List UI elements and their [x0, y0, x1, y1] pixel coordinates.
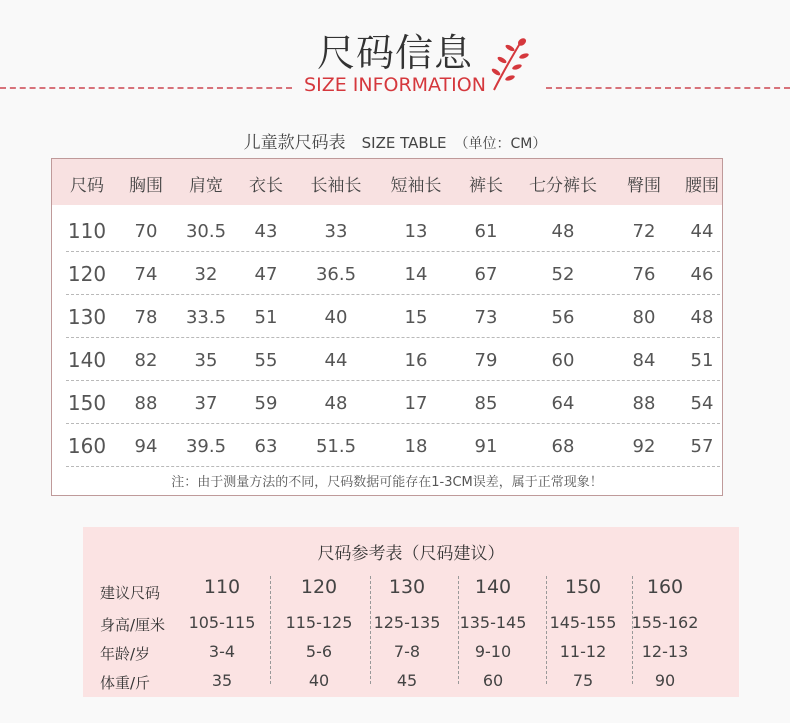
reference-cell: 75 [572, 671, 594, 690]
reference-cell: 105-115 [188, 613, 256, 632]
table-cell: 94 [134, 436, 158, 457]
size-reference-table [83, 527, 739, 697]
reference-cell: 140 [474, 576, 512, 598]
size-table-note: 注：由于测量方法的不同，尺码数据可能存在1-3CM误差，属于正常现象！ [171, 475, 603, 490]
reference-cell: 60 [482, 671, 504, 690]
table-cell: 33 [324, 221, 348, 242]
column-header: 臀围 [627, 176, 661, 196]
table-row [52, 295, 722, 338]
table-cell: 60 [551, 350, 575, 371]
column-header: 腰围 [685, 176, 719, 196]
table-cell: 160 [67, 434, 107, 458]
table-cell: 110 [67, 219, 107, 243]
page-title: 尺码信息 [316, 31, 473, 75]
table-cell: 13 [404, 221, 428, 242]
table-cell: 74 [134, 264, 158, 285]
table-cell: 37 [194, 393, 218, 414]
reference-cell: 3-4 [208, 642, 236, 661]
table-cell: 84 [632, 350, 656, 371]
table-cell: 92 [632, 436, 656, 457]
reference-cell: 135-145 [459, 613, 527, 632]
reference-cell: 155-162 [631, 613, 699, 632]
table-row [52, 381, 722, 424]
table-cell: 44 [324, 350, 348, 371]
table-cell: 70 [134, 221, 158, 242]
reference-cell: 125-135 [373, 613, 441, 632]
table-cell: 67 [474, 264, 498, 285]
table-cell: 30.5 [185, 221, 227, 242]
table-cell: 35 [194, 350, 218, 371]
reference-cell: 40 [308, 671, 330, 690]
column-header: 胸围 [129, 176, 163, 196]
table-cell: 76 [632, 264, 656, 285]
table-cell: 78 [134, 307, 158, 328]
column-header: 肩宽 [189, 176, 223, 196]
reference-cell: 35 [211, 671, 233, 690]
table-cell: 40 [324, 307, 348, 328]
table-cell: 48 [690, 307, 714, 328]
reference-row-label: 建议尺码 [100, 584, 161, 602]
reference-cell: 9-10 [474, 642, 512, 661]
table-cell: 140 [67, 348, 107, 372]
reference-cell: 11-12 [559, 642, 607, 661]
table-cell: 14 [404, 264, 428, 285]
table-cell: 55 [254, 350, 278, 371]
table-cell: 72 [632, 221, 656, 242]
table-cell: 56 [551, 307, 575, 328]
table-row [52, 424, 722, 467]
table-cell: 80 [632, 307, 656, 328]
reference-row-label: 年龄/岁 [100, 645, 151, 663]
column-header: 短袖长 [390, 176, 442, 196]
column-header: 裤长 [469, 176, 503, 196]
reference-cell: 12-13 [641, 642, 689, 661]
table-cell: 16 [404, 350, 428, 371]
reference-cell: 160 [646, 576, 684, 598]
table-cell: 48 [551, 221, 575, 242]
table-cell: 18 [404, 436, 428, 457]
reference-row-label: 身高/厘米 [100, 616, 166, 634]
table-row [52, 252, 722, 295]
table-cell: 51 [254, 307, 278, 328]
page-subtitle-en: SIZE INFORMATION [304, 74, 486, 96]
table-cell: 44 [690, 221, 714, 242]
reference-title: 尺码参考表（尺码建议） [317, 544, 505, 564]
table-cell: 43 [254, 221, 278, 242]
table-cell: 85 [474, 393, 498, 414]
table-cell: 47 [254, 264, 278, 285]
size-table-header [52, 159, 722, 205]
table-cell: 130 [67, 305, 107, 329]
reference-cell: 110 [203, 576, 241, 598]
reference-row-label: 体重/斤 [100, 674, 151, 692]
table-cell: 48 [324, 393, 348, 414]
table-cell: 120 [67, 262, 107, 286]
table-cell: 63 [254, 436, 278, 457]
table-cell: 57 [690, 436, 714, 457]
size-table [51, 158, 723, 496]
reference-cell: 5-6 [305, 642, 333, 661]
column-header: 七分裤长 [529, 176, 597, 196]
table-cell: 54 [690, 393, 714, 414]
column-header: 尺码 [70, 176, 104, 196]
table-cell: 51.5 [315, 436, 357, 457]
table-cell: 51 [690, 350, 714, 371]
row-divider [66, 466, 720, 467]
table-cell: 17 [404, 393, 428, 414]
table-cell: 73 [474, 307, 498, 328]
table-cell: 36.5 [315, 264, 357, 285]
table-cell: 33.5 [185, 307, 227, 328]
leaf-branch-icon [488, 36, 530, 92]
table-row [52, 209, 722, 252]
size-table-title-en: SIZE TABLE [361, 134, 447, 152]
size-table-title [0, 128, 790, 153]
table-cell: 68 [551, 436, 575, 457]
table-cell: 39.5 [185, 436, 227, 457]
table-cell: 88 [134, 393, 158, 414]
table-cell: 46 [690, 264, 714, 285]
table-cell: 64 [551, 393, 575, 414]
reference-cell: 45 [396, 671, 418, 690]
size-table-title-cn: 儿童款尺码表 [243, 133, 346, 153]
reference-cell: 120 [300, 576, 338, 598]
table-row [52, 338, 722, 381]
column-divider [270, 576, 271, 684]
table-cell: 150 [67, 391, 107, 415]
table-cell: 15 [404, 307, 428, 328]
table-cell: 52 [551, 264, 575, 285]
table-cell: 79 [474, 350, 498, 371]
table-cell: 91 [474, 436, 498, 457]
reference-cell: 150 [564, 576, 602, 598]
table-cell: 59 [254, 393, 278, 414]
column-header: 衣长 [249, 176, 283, 196]
table-cell: 82 [134, 350, 158, 371]
table-cell: 61 [474, 221, 498, 242]
size-table-unit: （单位：CM） [454, 136, 547, 152]
reference-cell: 90 [654, 671, 676, 690]
table-cell: 32 [194, 264, 218, 285]
reference-cell: 130 [388, 576, 426, 598]
reference-cell: 145-155 [549, 613, 617, 632]
reference-cell: 115-125 [285, 613, 353, 632]
column-header: 长袖长 [310, 176, 362, 196]
reference-cell: 7-8 [393, 642, 421, 661]
table-cell: 88 [632, 393, 656, 414]
